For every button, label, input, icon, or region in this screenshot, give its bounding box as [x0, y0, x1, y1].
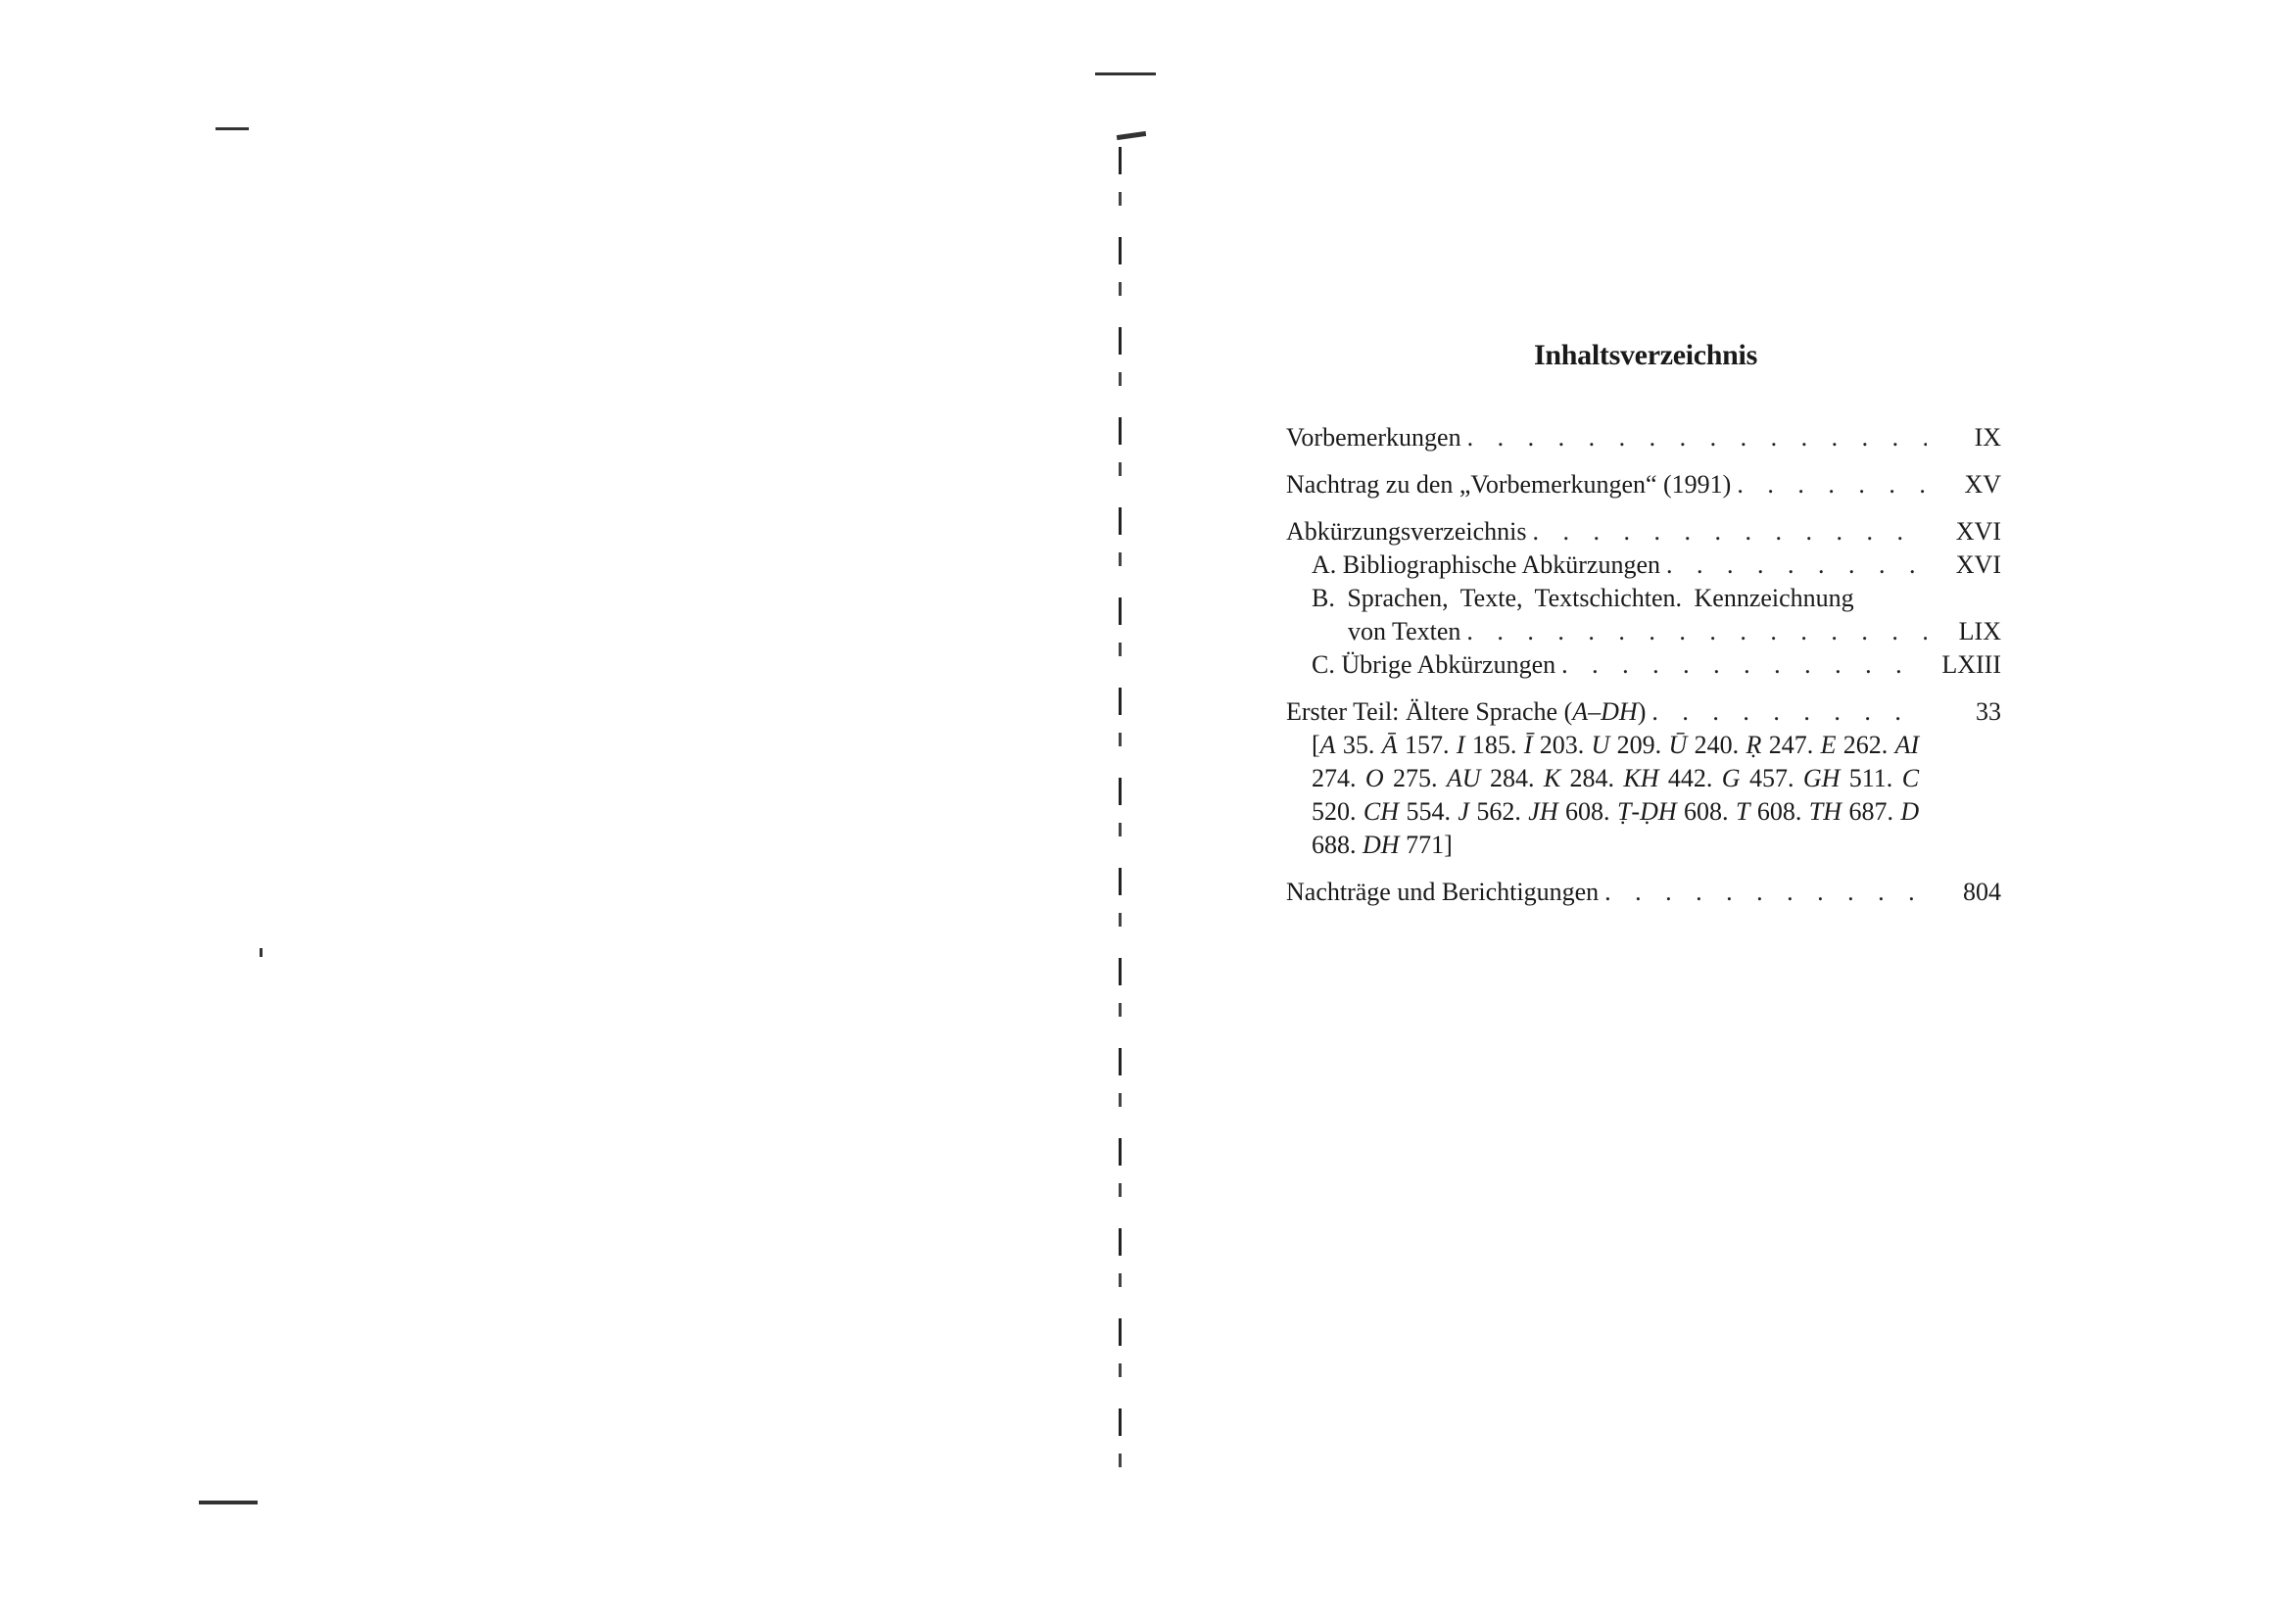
letter-index-page: 562.	[1468, 797, 1521, 826]
leader-dots	[1467, 421, 1927, 454]
letter-index-page: 442.	[1658, 764, 1713, 792]
leader-dots	[1604, 876, 1927, 909]
letter-index-letter: T	[1735, 797, 1750, 826]
letter-index-page: 511.	[1840, 764, 1893, 792]
letter-index-letter: GH	[1802, 764, 1841, 792]
letter-index-page: 520.	[1312, 797, 1357, 826]
letter-index-item[interactable]	[1803, 764, 1892, 792]
scan-mark-top-left	[215, 127, 249, 130]
letter-index-letter: J	[1458, 797, 1469, 826]
toc-entry-page: XV	[1964, 470, 2001, 499]
toc-subentry-b-continued[interactable]	[1286, 615, 2001, 648]
letter-index-item[interactable]	[1363, 797, 1451, 826]
leader-dots	[1466, 615, 1927, 648]
letter-index-item[interactable]	[1320, 731, 1375, 759]
letter-index-letter: E	[1820, 731, 1837, 759]
toc-subentry-a[interactable]	[1286, 549, 2001, 582]
bracket-open: [	[1312, 731, 1320, 759]
letter-index-item[interactable]	[1736, 797, 1801, 826]
letter-index-page: 284.	[1560, 764, 1615, 792]
letter-index-page: 262.	[1836, 731, 1889, 759]
toc-entry-label: von Texten	[1348, 617, 1461, 645]
letter-index-item[interactable]	[1746, 731, 1813, 759]
letter-index-letter: AU	[1446, 764, 1481, 792]
letter-index-item[interactable]	[1544, 764, 1614, 792]
letter-index-item[interactable]	[1669, 731, 1740, 759]
leader-dots	[1532, 515, 1927, 549]
letter-index-item[interactable]	[1382, 731, 1450, 759]
letter-index-item[interactable]	[1365, 764, 1438, 792]
letter-index-item[interactable]	[1524, 731, 1585, 759]
letter-index-letter: G	[1721, 764, 1741, 792]
letter-index-letter: K	[1543, 764, 1561, 792]
letter-index-item[interactable]	[1458, 797, 1520, 826]
scan-mark-speck	[260, 948, 263, 957]
toc-entry-page: IX	[1974, 423, 2001, 452]
letter-index-page: 608.	[1676, 797, 1729, 826]
letter-index-letter: Ā	[1381, 731, 1398, 759]
toc-entry-page: LIX	[1958, 617, 2001, 645]
toc-entry-nachtrag[interactable]	[1286, 468, 2001, 501]
letter-index-letter: Ṛ	[1746, 731, 1762, 759]
letter-index-item[interactable]	[1363, 831, 1444, 859]
toc-entry-page: 33	[1976, 697, 2001, 726]
leader-dots	[1561, 648, 1927, 682]
letter-index-page: 284.	[1480, 764, 1535, 792]
letter-index-page: 771	[1399, 831, 1445, 859]
letter-index-item[interactable]	[1447, 764, 1535, 792]
letter-index-letter: A	[1319, 731, 1336, 759]
letter-index-item[interactable]	[1623, 764, 1712, 792]
letter-index-letter: KH	[1623, 764, 1659, 792]
toc-entry-label: C. Übrige Abkürzungen	[1312, 650, 1556, 679]
toc-entry-page: XVI	[1955, 550, 2001, 579]
letter-index-page: 209.	[1609, 731, 1662, 759]
letter-index-page: 35.	[1335, 731, 1375, 759]
toc-entry-page: 804	[1963, 878, 2001, 906]
letter-index-letter: Ī	[1523, 731, 1533, 759]
letter-index	[1286, 729, 1919, 862]
toc-entry-vorbemerkungen[interactable]	[1286, 421, 2001, 454]
scan-mark-bottom-left	[199, 1501, 258, 1504]
letter-index-letter: O	[1364, 764, 1384, 792]
toc-entry-abkuerzungsverzeichnis[interactable]	[1286, 515, 2001, 549]
letter-index-page: 688.	[1312, 831, 1357, 859]
letter-index-page: 247.	[1761, 731, 1814, 759]
toc-entry-label: Abkürzungsverzeichnis	[1286, 517, 1527, 546]
toc-entry-label: Erster Teil: Ältere Sprache (A–DH)	[1286, 697, 1647, 726]
letter-index-page: 608.	[1749, 797, 1802, 826]
leader-dots	[1666, 549, 1927, 582]
letter-index-page: 240.	[1687, 731, 1740, 759]
table-of-contents	[1286, 421, 2001, 909]
letter-index-item[interactable]	[1457, 731, 1517, 759]
letter-index-letter: D	[1900, 797, 1920, 826]
letter-index-page: 157.	[1397, 731, 1450, 759]
letter-index-page: 274.	[1312, 764, 1357, 792]
letter-index-item[interactable]	[1592, 731, 1662, 759]
toc-subentry-b[interactable]	[1286, 582, 2001, 615]
letter-index-letter: DH	[1363, 831, 1400, 859]
letter-index-item[interactable]	[1617, 797, 1729, 826]
letter-index-letter: Ū	[1668, 731, 1688, 759]
toc-entry-label: Vorbemerkungen	[1286, 423, 1461, 452]
toc-subentry-c[interactable]	[1286, 648, 2001, 682]
letter-index-page: 554.	[1399, 797, 1451, 826]
letter-index-letter: AI	[1894, 731, 1920, 759]
letter-index-letter: Ṭ-ḌH	[1616, 797, 1677, 826]
letter-index-page: 608.	[1557, 797, 1610, 826]
leader-dots	[1651, 695, 1927, 729]
letter-index-page: 457.	[1740, 764, 1794, 792]
leader-dots	[1737, 468, 1927, 501]
letter-index-item[interactable]	[1528, 797, 1609, 826]
toc-entry-erster-teil[interactable]	[1286, 695, 2001, 729]
letter-index-letter: I	[1456, 731, 1465, 759]
letter-index-page: 275.	[1383, 764, 1438, 792]
toc-entry-page: LXIII	[1941, 650, 2001, 679]
letter-index-letter: JH	[1528, 797, 1558, 826]
toc-entry-label: A. Bibliographische Abkürzungen	[1312, 550, 1660, 579]
toc-entry-label: B. Sprachen, Texte, Textschichten. Kennzeichnung	[1312, 584, 1854, 612]
letter-index-page: 687.	[1842, 797, 1893, 826]
scan-mark-corner	[1117, 131, 1146, 140]
letter-index-page: 203.	[1532, 731, 1585, 759]
letter-index-item[interactable]	[1722, 764, 1794, 792]
letter-index-item[interactable]	[1821, 731, 1889, 759]
letter-index-letter: C	[1901, 764, 1920, 792]
page-title: Inhaltsverzeichnis	[1534, 339, 1757, 372]
letter-index-letter: CH	[1363, 797, 1400, 826]
toc-entry-page: XVI	[1955, 517, 2001, 546]
letter-index-letter: TH	[1808, 797, 1842, 826]
bracket-close: ]	[1444, 831, 1453, 859]
toc-entry-nachtraege[interactable]	[1286, 876, 2001, 909]
toc-entry-label: Nachträge und Berichtigungen	[1286, 878, 1600, 906]
letter-index-item[interactable]	[1809, 797, 1893, 826]
toc-entry-label: Nachtrag zu den „Vorbemerkungen“ (1991)	[1286, 470, 1732, 499]
book-spine-shadow	[1119, 147, 1122, 1479]
scan-mark-top-center	[1095, 72, 1156, 75]
letter-index-page: 185.	[1464, 731, 1517, 759]
letter-index-letter: U	[1591, 731, 1610, 759]
